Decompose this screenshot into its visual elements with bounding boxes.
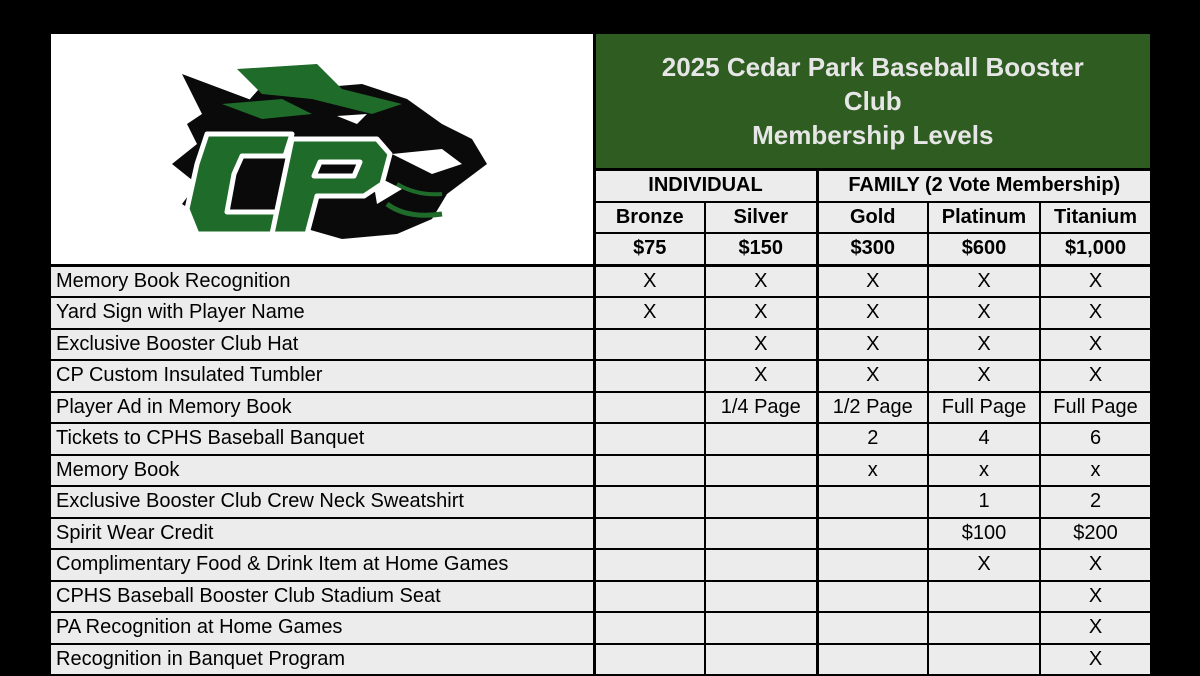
table-row xyxy=(50,329,1151,361)
cell-bronze: X xyxy=(594,297,705,329)
wolf-logo-icon xyxy=(142,44,502,254)
feature-label: CP Custom Insulated Tumbler xyxy=(50,360,594,392)
table-row xyxy=(50,581,1151,613)
group-family: FAMILY (2 Vote Membership) xyxy=(817,170,1151,202)
feature-label: PA Recognition at Home Games xyxy=(50,612,594,644)
level-name-titanium: Titanium xyxy=(1040,202,1151,234)
level-name-bronze: Bronze xyxy=(594,202,705,234)
cell-titanium: X xyxy=(1040,612,1151,644)
cell-bronze xyxy=(594,392,705,424)
title-cell xyxy=(594,33,1151,170)
level-price-silver: $150 xyxy=(705,233,817,265)
level-price-gold: $300 xyxy=(817,233,928,265)
cell-bronze xyxy=(594,455,705,487)
cell-gold xyxy=(817,549,928,581)
cell-gold: X xyxy=(817,360,928,392)
cell-silver xyxy=(705,423,817,455)
cell-titanium: X xyxy=(1040,329,1151,361)
table-row xyxy=(50,360,1151,392)
cell-titanium: 2 xyxy=(1040,486,1151,518)
cell-titanium: X xyxy=(1040,360,1151,392)
cell-gold: 2 xyxy=(817,423,928,455)
cell-gold xyxy=(817,518,928,550)
cell-silver xyxy=(705,549,817,581)
membership-table xyxy=(49,32,1152,676)
level-price-titanium: $1,000 xyxy=(1040,233,1151,265)
feature-label: Complimentary Food & Drink Item at Home Games xyxy=(50,549,594,581)
cell-gold: x xyxy=(817,455,928,487)
table-row xyxy=(50,455,1151,487)
cell-platinum: x xyxy=(928,455,1040,487)
membership-sheet xyxy=(49,32,1150,670)
table-row xyxy=(50,297,1151,329)
header-row-title xyxy=(50,33,1151,170)
cell-bronze xyxy=(594,486,705,518)
table-row xyxy=(50,265,1151,297)
cell-platinum: X xyxy=(928,360,1040,392)
cell-silver: 1/4 Page xyxy=(705,392,817,424)
cell-bronze xyxy=(594,518,705,550)
feature-label: Recognition in Banquet Program xyxy=(50,644,594,676)
table-row xyxy=(50,486,1151,518)
feature-label: Tickets to CPHS Baseball Banquet xyxy=(50,423,594,455)
level-name-platinum: Platinum xyxy=(928,202,1040,234)
cell-gold xyxy=(817,486,928,518)
title-line-1: 2025 Cedar Park Baseball Booster xyxy=(661,52,1084,82)
table-row xyxy=(50,392,1151,424)
cell-bronze xyxy=(594,612,705,644)
cell-silver xyxy=(705,612,817,644)
cell-platinum xyxy=(928,644,1040,676)
feature-label: Exclusive Booster Club Crew Neck Sweatshirt xyxy=(50,486,594,518)
cell-titanium: x xyxy=(1040,455,1151,487)
cell-gold: X xyxy=(817,265,928,297)
cell-titanium: Full Page xyxy=(1040,392,1151,424)
cell-gold xyxy=(817,612,928,644)
cell-platinum: Full Page xyxy=(928,392,1040,424)
cell-platinum xyxy=(928,612,1040,644)
feature-label: Yard Sign with Player Name xyxy=(50,297,594,329)
table-row xyxy=(50,423,1151,455)
cell-silver xyxy=(705,486,817,518)
cell-platinum: X xyxy=(928,297,1040,329)
cell-silver: X xyxy=(705,329,817,361)
feature-label: CPHS Baseball Booster Club Stadium Seat xyxy=(50,581,594,613)
cell-platinum: 1 xyxy=(928,486,1040,518)
cell-bronze: X xyxy=(594,265,705,297)
table-row xyxy=(50,549,1151,581)
cell-titanium: X xyxy=(1040,644,1151,676)
feature-label: Player Ad in Memory Book xyxy=(50,392,594,424)
level-price-platinum: $600 xyxy=(928,233,1040,265)
table-row xyxy=(50,644,1151,676)
cell-gold xyxy=(817,581,928,613)
cell-titanium: X xyxy=(1040,549,1151,581)
cell-platinum: X xyxy=(928,329,1040,361)
cell-titanium: X xyxy=(1040,581,1151,613)
cell-titanium: X xyxy=(1040,265,1151,297)
cell-silver: X xyxy=(705,360,817,392)
cell-bronze xyxy=(594,329,705,361)
cell-titanium: $200 xyxy=(1040,518,1151,550)
title-line-3: Membership Levels xyxy=(752,120,994,150)
feature-label: Memory Book xyxy=(50,455,594,487)
logo-cell xyxy=(50,33,594,265)
cell-gold: 1/2 Page xyxy=(817,392,928,424)
cell-gold: X xyxy=(817,329,928,361)
cell-bronze xyxy=(594,549,705,581)
cell-silver xyxy=(705,518,817,550)
cell-platinum: X xyxy=(928,265,1040,297)
title-line-2: Club xyxy=(843,86,902,116)
cell-silver xyxy=(705,644,817,676)
cell-silver: X xyxy=(705,297,817,329)
level-name-silver: Silver xyxy=(705,202,817,234)
cell-silver xyxy=(705,455,817,487)
table-row xyxy=(50,518,1151,550)
cell-gold xyxy=(817,644,928,676)
feature-label: Spirit Wear Credit xyxy=(50,518,594,550)
cell-silver: X xyxy=(705,265,817,297)
cell-titanium: 6 xyxy=(1040,423,1151,455)
level-name-gold: Gold xyxy=(817,202,928,234)
feature-label: Memory Book Recognition xyxy=(50,265,594,297)
cell-bronze xyxy=(594,423,705,455)
cell-bronze xyxy=(594,360,705,392)
table-row xyxy=(50,612,1151,644)
feature-label: Exclusive Booster Club Hat xyxy=(50,329,594,361)
group-individual: INDIVIDUAL xyxy=(594,170,817,202)
cell-gold: X xyxy=(817,297,928,329)
cell-platinum: X xyxy=(928,549,1040,581)
cell-bronze xyxy=(594,644,705,676)
cell-silver xyxy=(705,581,817,613)
cell-titanium: X xyxy=(1040,297,1151,329)
cell-platinum: 4 xyxy=(928,423,1040,455)
cell-platinum: $100 xyxy=(928,518,1040,550)
level-price-bronze: $75 xyxy=(594,233,705,265)
cell-bronze xyxy=(594,581,705,613)
cell-platinum xyxy=(928,581,1040,613)
